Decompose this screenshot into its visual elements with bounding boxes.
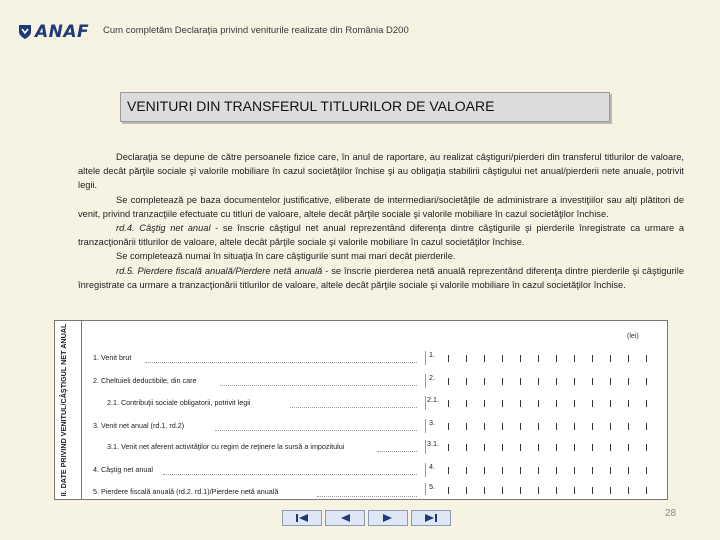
digit-separator xyxy=(484,467,485,474)
digit-separator xyxy=(520,467,521,474)
digit-separator xyxy=(538,400,539,407)
paragraph: Se completează numai în situaţia în care câştigurile sunt mai mari decât pierderile. xyxy=(116,251,456,262)
leader-line xyxy=(215,430,417,431)
digit-separator xyxy=(520,378,521,385)
instructions-text xyxy=(78,150,684,292)
digit-separator xyxy=(628,355,629,362)
digit-separator xyxy=(646,400,647,407)
row-number: 1. xyxy=(429,350,435,359)
form-row-label: 2. Cheltuieli deductibile, din care xyxy=(93,376,197,385)
digit-separator xyxy=(592,423,593,430)
amount-field[interactable] xyxy=(425,440,658,454)
paragraph: Se completează pe baza documentelor justificative, eliberate de intermediari/societăţile de administrare a investiţiilor sau alţi plătitori de venit, privind tranzacţiile efectuate cu titluri de valoare, altele decât părţile sociale şi valorile mobiliare în cazul societăţilor închise. xyxy=(78,194,684,219)
amount-field[interactable] xyxy=(425,351,658,365)
digit-separator xyxy=(574,487,575,494)
digit-separator xyxy=(538,444,539,451)
digit-separator xyxy=(484,444,485,451)
form-excerpt xyxy=(54,320,668,500)
leader-line xyxy=(145,362,417,363)
digit-separator xyxy=(484,355,485,362)
digit-separator xyxy=(484,400,485,407)
form-row-label: 3. Venit net anual (rd.1. rd.2) xyxy=(93,421,185,430)
digit-separator xyxy=(538,355,539,362)
digit-separator xyxy=(646,467,647,474)
amount-field[interactable] xyxy=(425,463,658,477)
last-slide-icon xyxy=(424,513,438,523)
first-slide-button[interactable] xyxy=(282,510,322,526)
digit-separator xyxy=(448,487,449,494)
digit-separator xyxy=(646,444,647,451)
digit-separator xyxy=(556,444,557,451)
digit-separator xyxy=(466,400,467,407)
form-row-label: 2.1. Contribuţii sociale obligatorii, potrivit legii xyxy=(107,398,251,407)
digit-separator xyxy=(502,400,503,407)
digit-separator xyxy=(502,355,503,362)
digit-separator xyxy=(520,400,521,407)
digit-separator xyxy=(466,423,467,430)
slide-navigation xyxy=(282,510,451,526)
digit-separator xyxy=(610,444,611,451)
digit-separator xyxy=(628,444,629,451)
anaf-logo xyxy=(18,22,89,42)
digit-separator xyxy=(628,467,629,474)
paragraph: rd.4. Câştig net anual - se înscrie câştigul net anual reprezentând diferenţa dintre câştigurile şi pierderile înregistrate ca urmare a tranzacţionării titlurilor de valoare, altele decât părţile sociale şi valorile mobiliare în cazul societăţilor închise. xyxy=(78,223,685,248)
digit-separator xyxy=(520,355,521,362)
digit-separator xyxy=(448,355,449,362)
digit-separator xyxy=(646,423,647,430)
digit-separator xyxy=(502,487,503,494)
digit-separator xyxy=(556,487,557,494)
digit-separator xyxy=(466,467,467,474)
leader-line xyxy=(290,407,417,408)
amount-field[interactable] xyxy=(425,483,658,495)
anaf-shield-icon xyxy=(18,24,32,40)
paragraph: rd.5. Pierdere fiscală anuală/Pierdere netă anuală - se înscrie pierderea netă anuală reprezentând diferenţa dintre pierderile şi câştigurile înregistrate ca urmare a tranzacţionării titlurilor de valoare, altele decât părţile sociale şi valorile mobiliare în cazul societăţilor închise. xyxy=(78,265,684,290)
row-number: 2. xyxy=(429,373,435,382)
digit-separator xyxy=(448,423,449,430)
digit-separator xyxy=(556,423,557,430)
amount-field[interactable] xyxy=(425,396,658,410)
digit-separator xyxy=(628,378,629,385)
digit-separator xyxy=(574,355,575,362)
digit-separator xyxy=(592,444,593,451)
digit-separator xyxy=(574,444,575,451)
digit-separator xyxy=(484,378,485,385)
digit-separator xyxy=(448,378,449,385)
row-number: 2.1. xyxy=(427,395,439,404)
form-row-label: 5. Pierdere fiscală anuală (rd.2. rd.1)/Pierdere netă anuală xyxy=(93,487,279,496)
digit-separator xyxy=(646,378,647,385)
section-title: VENITURI DIN TRANSFERUL TITLURILOR DE VALOARE xyxy=(127,98,495,114)
digit-separator xyxy=(502,423,503,430)
digit-separator xyxy=(646,355,647,362)
digit-separator xyxy=(538,487,539,494)
digit-separator xyxy=(484,487,485,494)
digit-separator xyxy=(520,423,521,430)
paragraph: Declaraţia se depune de către persoanele fizice care, în anul de raportare, au realizat câştiguri/pierderi din transferul titlurilor de valoare, altele decât părţile sociale şi valorile mobiliare în cazul societăţilor închise şi au obligaţia stabilirii câştigului net anual/pierderii nete anuale, potrivit legii. xyxy=(78,152,684,191)
previous-slide-button[interactable] xyxy=(325,510,365,526)
digit-separator xyxy=(520,444,521,451)
leader-line xyxy=(377,451,417,452)
digit-separator xyxy=(448,444,449,451)
document-title: Cum completăm Declaraţia privind veniturile realizate din România D200 xyxy=(103,25,409,36)
previous-slide-icon xyxy=(338,513,352,523)
last-slide-button[interactable] xyxy=(411,510,451,526)
digit-separator xyxy=(502,467,503,474)
digit-separator xyxy=(448,467,449,474)
form-row-label: 1. Venit brut xyxy=(93,353,132,362)
digit-separator xyxy=(628,400,629,407)
digit-separator xyxy=(466,355,467,362)
digit-separator xyxy=(610,378,611,385)
digit-separator xyxy=(610,355,611,362)
digit-separator xyxy=(502,378,503,385)
digit-separator xyxy=(610,400,611,407)
digit-separator xyxy=(592,378,593,385)
digit-separator xyxy=(646,487,647,494)
digit-separator xyxy=(628,423,629,430)
leader-line xyxy=(220,385,417,386)
digit-separator xyxy=(628,487,629,494)
section-banner xyxy=(120,92,610,122)
digit-separator xyxy=(610,423,611,430)
row-number: 3.1. xyxy=(427,439,439,448)
digit-separator xyxy=(556,355,557,362)
digit-separator xyxy=(502,444,503,451)
logo-text: ANAF xyxy=(35,22,90,42)
digit-separator xyxy=(466,444,467,451)
digit-separator xyxy=(538,467,539,474)
digit-separator xyxy=(538,378,539,385)
digit-separator xyxy=(466,378,467,385)
digit-separator xyxy=(520,487,521,494)
row-number: 4. xyxy=(429,462,435,471)
next-slide-button[interactable] xyxy=(368,510,408,526)
currency-unit: (lei) xyxy=(627,333,639,340)
digit-separator xyxy=(592,355,593,362)
row-number: 5. xyxy=(429,482,435,491)
digit-separator xyxy=(574,423,575,430)
digit-separator xyxy=(448,400,449,407)
first-slide-icon xyxy=(295,513,309,523)
row-number: 3. xyxy=(429,418,435,427)
digit-separator xyxy=(556,378,557,385)
digit-separator xyxy=(538,423,539,430)
digit-separator xyxy=(610,487,611,494)
digit-separator xyxy=(592,400,593,407)
digit-separator xyxy=(556,467,557,474)
digit-separator xyxy=(592,467,593,474)
digit-separator xyxy=(574,400,575,407)
page-number: 28 xyxy=(665,508,677,519)
leader-line xyxy=(317,496,417,497)
digit-separator xyxy=(574,467,575,474)
digit-separator xyxy=(610,467,611,474)
digit-separator xyxy=(592,487,593,494)
amount-field[interactable] xyxy=(425,374,658,388)
digit-separator xyxy=(484,423,485,430)
form-section-label: II. DATE PRIVIND VENITUL/CÂŞTIGUL NET ANUAL xyxy=(59,323,68,497)
form-row-label: 4. Câştig net anual xyxy=(93,465,153,474)
digit-separator xyxy=(466,487,467,494)
slide-header xyxy=(0,0,720,60)
digit-separator xyxy=(574,378,575,385)
form-side-panel xyxy=(55,321,82,499)
form-row-label: 3.1. Venit net aferent activităţilor cu regim de reţinere la sursă a impozitului xyxy=(107,442,345,451)
next-slide-icon xyxy=(381,513,395,523)
digit-separator xyxy=(556,400,557,407)
leader-line xyxy=(163,474,417,475)
amount-field[interactable] xyxy=(425,419,658,433)
